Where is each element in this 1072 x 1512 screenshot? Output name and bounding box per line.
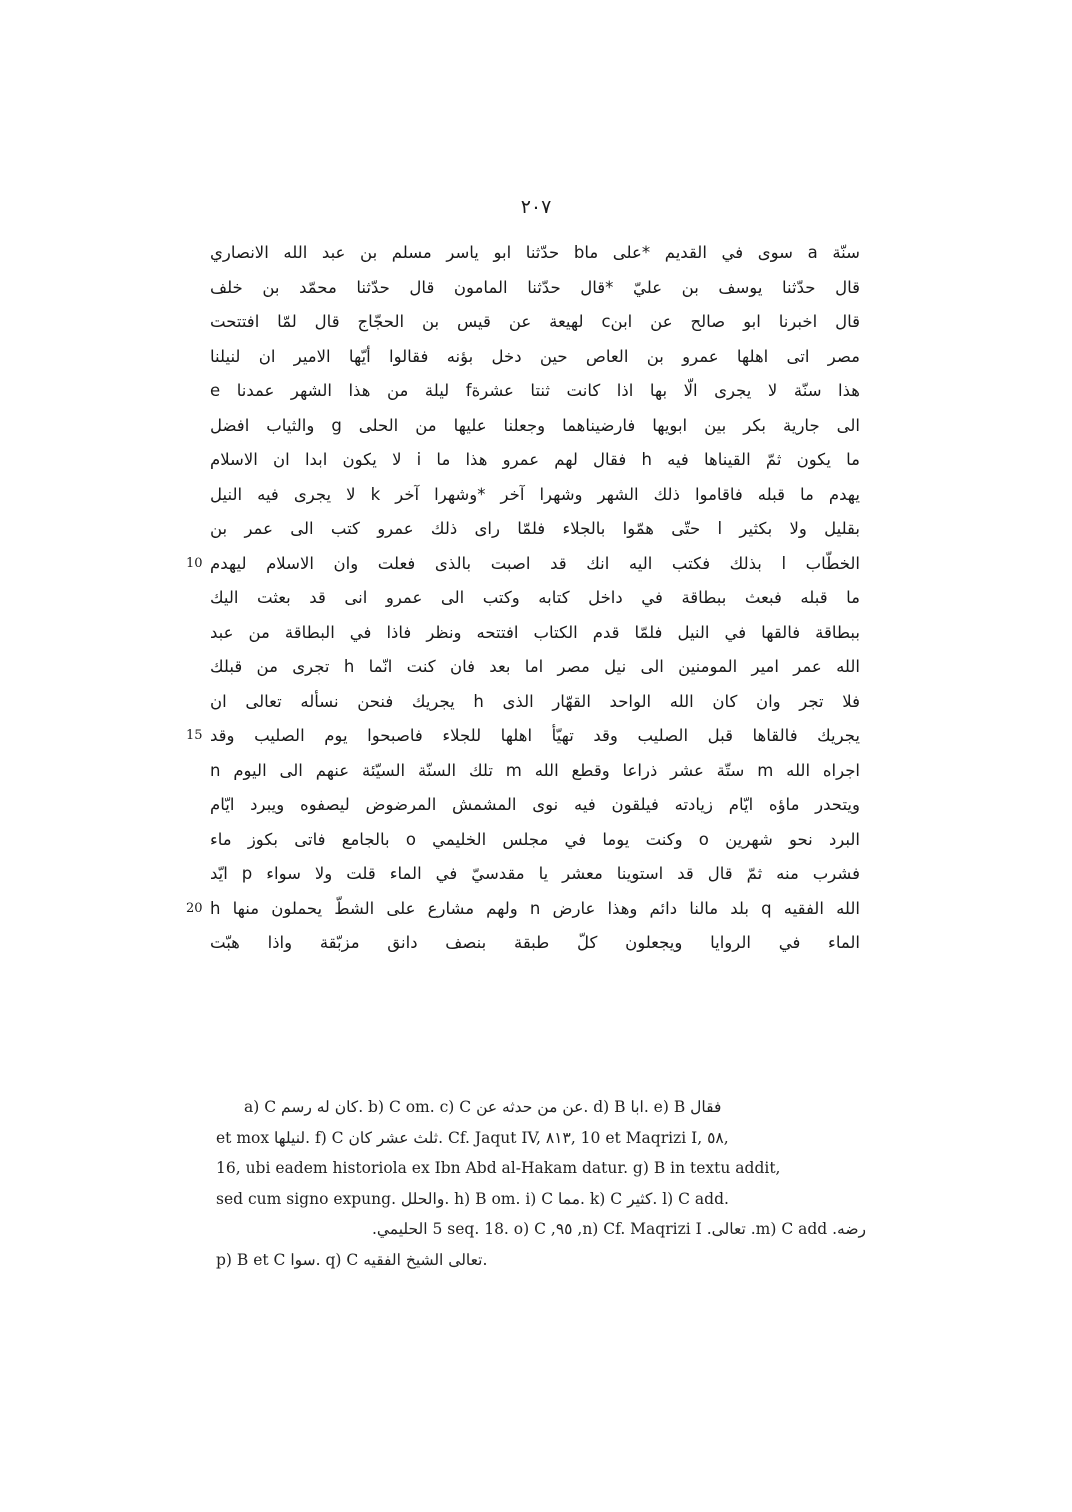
main-text xyxy=(186,236,861,961)
footnote-line: 16, ubi eadem historiola ex Ibn Abd al-Hakam datur. g) B in textu addit, xyxy=(216,1159,781,1177)
text-line-content: فشرب منه ثمّ قال قد استوينا معشر يا مقدسيّ في الماء قلت ولا سواء p ايّد xyxy=(210,864,860,883)
text-line xyxy=(186,719,860,754)
text-line-content: قال حدّثنا يوسف بن عليّ *قال حدّثنا المامون قال حدّثنا محمّد بن خلف xyxy=(210,277,860,297)
text-line-content: الله الفقيه q بلد مالنا دائم وهذا عارض n ولهم مشارع على الشطّ يحملون منها h xyxy=(210,898,860,918)
footnotes xyxy=(216,1092,866,1275)
text-line-content: الى جارية بكر بين ابويها فارضيناهما وجعلنا عليها من الحلى g والثياب افضل xyxy=(210,415,860,435)
text-line xyxy=(210,581,860,616)
text-line xyxy=(210,616,860,651)
text-line-content: بقليل ولا بكثير l حتّى همّوا بالجلاء فلمّا راى ذلك عمرو كتب الى عمر بن xyxy=(210,519,860,538)
footnote-line: a) C كان له رسم. b) C om. c) C عن من حدثه عن. d) B ابا. e) B فقال xyxy=(244,1098,722,1116)
text-line-content: هذا سنّة لا يجرى الّا بها اذا كانت ثنتا عشرةf ليلة من هذا الشهر عمدنا e xyxy=(210,381,860,400)
text-line xyxy=(210,271,860,306)
line-number: 10 xyxy=(186,555,203,571)
line-number: 20 xyxy=(186,900,203,916)
text-line xyxy=(210,236,860,271)
text-line-content: يهدم ما قبله فاقاموا ذلك الشهر وشهرا آخر *وشهرا آخر k لا يجرى فيه النيل xyxy=(210,484,860,504)
text-line xyxy=(210,926,860,961)
text-line-content: فلا تجر وان كان الله الواحد القهّار الذى h يجريك فنحن نسأله تعالى ان xyxy=(210,691,860,711)
text-line xyxy=(210,374,860,409)
text-line xyxy=(210,305,860,340)
text-line-content: ببطاقة فالقها في النيل فلمّا قدم الكتاب افتتحه ونظر فاذا في البطاقة من عبد xyxy=(210,622,860,642)
text-line-content: الماء في الروايا ويجعلون كلّ طبقة بنصف دانق مزبّقة واذا هبّت xyxy=(210,933,860,952)
text-line xyxy=(210,443,860,478)
text-line xyxy=(210,857,860,892)
text-line xyxy=(210,754,860,789)
text-line-content: اجراه الله m ستّة عشر ذراعا وقطع الله m تلك السنّة السيّئة عنهم الى اليوم n xyxy=(210,760,861,780)
text-line-content: البرد نحو شهرين o وكنت يوما في مجلس الخليمي o بالجامع فاتى بكوز ماء xyxy=(210,829,860,849)
text-line xyxy=(210,823,860,858)
text-line-content: قال اخبرنا ابو صالح عن ابنc لهيعة عن قيس بن الحجّاج قال لمّا افتتحت xyxy=(210,312,860,331)
text-line xyxy=(210,650,860,685)
text-line-content: ما قبله فبعث ببطاقة في داخل كتابه وكتب الى عمرو انى قد بعثت اليك xyxy=(210,588,860,607)
text-line xyxy=(210,340,860,375)
text-line-content: ويتحدر ماؤه ايّام زيادته فيلقون فيه نوى المشمش المرضوض ليصفوه ويبرد ايّام xyxy=(210,795,860,814)
text-line-content: الله عمر امير المومنين الى نيل مصر اما بعد فان كنت انّما h تجرى من قبلك xyxy=(210,657,860,676)
text-line xyxy=(210,478,860,513)
text-line-content: سنّة a سوى في القديم *على ماb حدّثنا ابو ياسر مسلم بن عبد الله الانصاري xyxy=(210,243,860,262)
text-line-content: يجريك فالقاها قبل الصليب وقد تهيّأ اهلها للجلاء فاصبحوا يوم الصليب وقد xyxy=(210,726,860,745)
text-line xyxy=(210,685,860,720)
text-line-content: مصر اتى اهلها عمرو بن العاص حين دخل بؤنه فقالوا أيّها الامير ان لنيلنا xyxy=(210,346,860,366)
text-line-content: الخطّاب l بذلك فكتب اليه انك قد اصبت بالذى فعلت وان الاسلام ليهدم xyxy=(210,553,860,573)
text-line xyxy=(210,512,860,547)
line-number: 15 xyxy=(186,728,203,743)
footnote-line: رضه. m) C add. تعالى. n) Cf. Maqrizi I, ٩٥, 5 seq. 18. o) C الحليمي. xyxy=(371,1220,866,1238)
text-line xyxy=(186,547,860,582)
text-line xyxy=(210,788,860,823)
footnote-line: p) B et C سوا. q) C تعالى الشيخ الفقيه. xyxy=(216,1250,488,1269)
text-line-content: ما يكون ثمّ القيناها فيه h فقال لهم عمرو هذا ما i لا يكون ابدا ان الاسلام xyxy=(210,450,860,469)
text-line xyxy=(210,409,860,444)
footnote-line: et mox لنيلها. f) C ثلث عشر كان. Cf. Jaqut IV, ٨١٣, 10 et Maqrizi I, ٥٨, xyxy=(216,1128,729,1147)
page-number: ٢٠٧ xyxy=(520,196,552,218)
footnote-line: sed cum signo expung. والحلل. h) B om. i) C مما. k) C كثير. l) C add. xyxy=(216,1189,729,1208)
text-line xyxy=(186,892,860,927)
